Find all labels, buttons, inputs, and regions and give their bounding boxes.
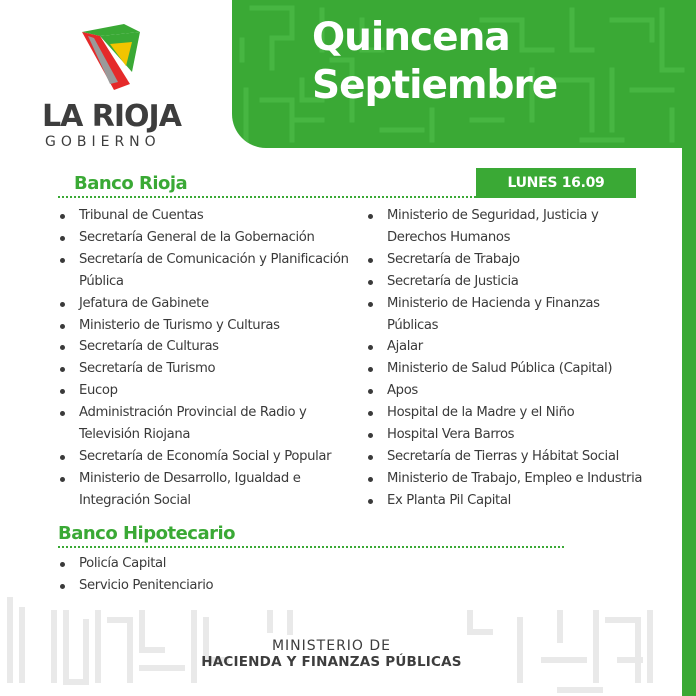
title-line-2: Septiembre xyxy=(312,63,558,108)
list-item: Hospital de la Madre y el Niño xyxy=(366,402,648,424)
list-item: Ex Planta Pil Capital xyxy=(366,490,648,512)
list-item: Eucop xyxy=(58,380,368,402)
list-item: Jefatura de Gabinete xyxy=(58,293,368,315)
section-title-banco-hipotecario: Banco Hipotecario xyxy=(58,523,236,544)
list-item: Secretaría General de la Gobernación xyxy=(58,227,368,249)
list-item: Secretaría de Economía Social y Popular xyxy=(58,446,368,468)
footer-ministry-label: MINISTERIO DE xyxy=(271,638,392,654)
banco-hipotecario-divider xyxy=(58,546,564,548)
date-badge: LUNES 16.09 xyxy=(476,168,636,198)
list-item: Apos xyxy=(366,380,648,402)
list-item: Ministerio de Turismo y Culturas xyxy=(58,315,368,337)
list-item: Ministerio de Trabajo, Empleo e Industria xyxy=(366,468,648,490)
section-title-banco-rioja: Banco Rioja xyxy=(74,173,188,194)
list-item: Administración Provincial de Radio y Televisión Riojana xyxy=(58,402,368,446)
banco-hipotecario-list xyxy=(58,553,368,597)
footer-ministry-name: HACIENDA Y FINANZAS PÚBLICAS xyxy=(201,654,462,670)
list-item: Policía Capital xyxy=(58,553,368,575)
page-title xyxy=(312,14,557,110)
list-item: Secretaría de Culturas xyxy=(58,336,368,358)
list-item: Secretaría de Justicia xyxy=(366,271,648,293)
list-item: Secretaría de Trabajo xyxy=(366,249,648,271)
list-item: Hospital Vera Barros xyxy=(366,424,648,446)
list-item: Ministerio de Desarrollo, Igualdad e Integración Social xyxy=(58,468,368,512)
logo-wordmark: LA RIOJA xyxy=(42,99,181,134)
footer xyxy=(0,638,696,671)
list-item: Ministerio de Salud Pública (Capital) xyxy=(366,358,648,380)
list-item: Servicio Penitenciario xyxy=(58,575,368,597)
logo-mark-icon xyxy=(80,22,144,92)
list-item: Tribunal de Cuentas xyxy=(58,205,368,227)
list-item: Ministerio de Hacienda y Finanzas Públicas xyxy=(366,293,648,337)
list-item: Secretaría de Turismo xyxy=(58,358,368,380)
banco-rioja-divider xyxy=(58,196,476,198)
list-item: Secretaría de Tierras y Hábitat Social xyxy=(366,446,648,468)
list-item: Secretaría de Comunicación y Planificación Pública xyxy=(58,249,368,293)
banco-rioja-list-left xyxy=(58,205,368,512)
list-item: Ajalar xyxy=(366,336,648,358)
la-rioja-logo xyxy=(40,22,190,150)
right-accent-strip xyxy=(682,148,696,696)
list-item: Ministerio de Seguridad, Justicia y Derechos Humanos xyxy=(366,205,648,249)
logo-subtitle: GOBIERNO xyxy=(45,134,161,150)
title-line-1: Quincena xyxy=(312,15,510,60)
banco-rioja-list-right xyxy=(366,205,648,512)
